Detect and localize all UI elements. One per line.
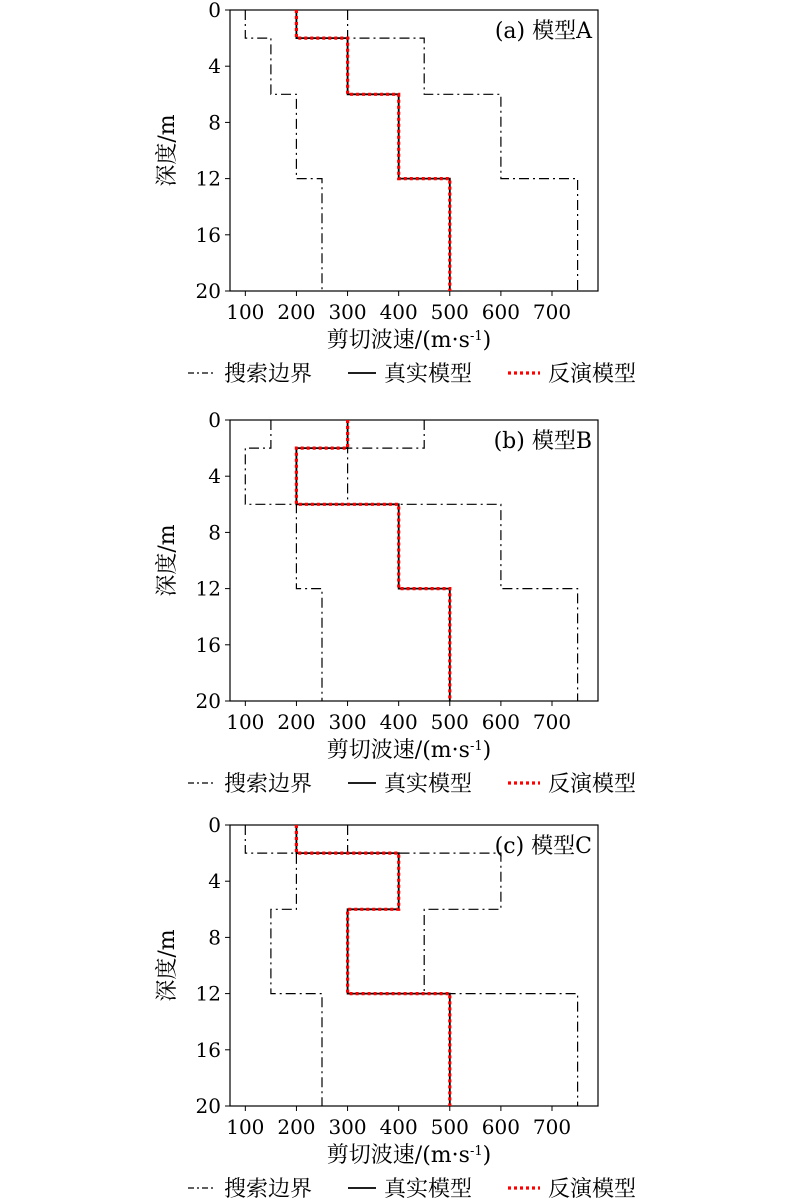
y-tick-label: 20 bbox=[195, 1094, 221, 1118]
x-axis-label-sup: -1 bbox=[469, 738, 483, 754]
x-tick-label: 500 bbox=[430, 1115, 469, 1139]
x-tick-label: 200 bbox=[277, 710, 316, 734]
panel-title: (c) 模型C bbox=[494, 834, 592, 859]
y-axis-label: 深度/m bbox=[155, 114, 180, 187]
x-tick-label: 400 bbox=[379, 1115, 418, 1139]
y-tick-label: 4 bbox=[208, 54, 221, 79]
x-tick-label: 200 bbox=[277, 300, 316, 324]
y-axis-label: 深度/m bbox=[155, 524, 180, 597]
x-tick-label: 300 bbox=[328, 1115, 367, 1139]
plot-frame bbox=[230, 420, 598, 701]
x-tick-label: 100 bbox=[226, 710, 265, 734]
y-tick-label: 20 bbox=[195, 689, 221, 713]
x-tick-label: 700 bbox=[532, 710, 572, 734]
series-line-dotted-3 bbox=[296, 10, 449, 291]
legend-label: 真实模型 bbox=[384, 1177, 473, 1200]
x-axis-label-end: ) bbox=[482, 738, 492, 763]
y-tick-label: 8 bbox=[208, 925, 221, 950]
x-tick-label: 600 bbox=[481, 300, 520, 324]
series-line-dashdot-0 bbox=[245, 420, 322, 701]
y-tick-label: 12 bbox=[195, 576, 221, 601]
y-tick-label: 8 bbox=[208, 110, 221, 135]
x-axis-label-main: 剪切波速/(m·s bbox=[326, 738, 470, 763]
series-line-dashdot-0 bbox=[245, 825, 322, 1106]
x-axis-label bbox=[327, 328, 491, 353]
series-line-dashdot-1 bbox=[348, 420, 578, 701]
x-axis-label-main: 剪切波速/(m·s bbox=[326, 328, 470, 353]
y-tick-label: 4 bbox=[208, 869, 221, 894]
panel-title: (b) 模型B bbox=[493, 429, 592, 454]
series-line-dotted-3 bbox=[296, 420, 449, 701]
x-tick-label: 700 bbox=[532, 1115, 572, 1139]
series-line-dotted-3 bbox=[296, 825, 449, 1106]
x-tick-label: 500 bbox=[430, 710, 469, 734]
y-tick-label: 16 bbox=[195, 632, 221, 657]
legend bbox=[188, 1177, 636, 1200]
y-tick-label: 12 bbox=[195, 166, 221, 191]
x-tick-label: 500 bbox=[430, 300, 469, 324]
y-tick-label: 20 bbox=[195, 279, 221, 303]
y-tick-label: 0 bbox=[208, 408, 221, 432]
legend-label: 反演模型 bbox=[548, 1177, 637, 1200]
y-tick-label: 16 bbox=[195, 1037, 221, 1062]
chart-panel-c bbox=[155, 813, 636, 1200]
legend-label: 反演模型 bbox=[548, 772, 637, 797]
y-tick-label: 16 bbox=[195, 222, 221, 247]
series-line-solid-2 bbox=[296, 825, 449, 1106]
x-axis-label-sup: -1 bbox=[469, 328, 483, 344]
legend-label: 搜索边界 bbox=[224, 772, 313, 797]
chart-panel-b bbox=[155, 408, 636, 797]
x-tick-label: 200 bbox=[277, 1115, 316, 1139]
series-line-dashdot-1 bbox=[348, 10, 578, 291]
x-tick-label: 100 bbox=[226, 300, 265, 324]
plot-frame bbox=[230, 10, 598, 291]
series-line-dashdot-0 bbox=[245, 10, 322, 291]
series-line-dashdot-1 bbox=[348, 825, 578, 1106]
y-tick-label: 12 bbox=[195, 981, 221, 1006]
x-tick-label: 300 bbox=[328, 300, 367, 324]
chart-panel-a bbox=[155, 0, 636, 387]
x-tick-label: 400 bbox=[379, 710, 418, 734]
y-tick-label: 0 bbox=[208, 0, 221, 22]
x-tick-label: 700 bbox=[532, 300, 572, 324]
x-tick-label: 100 bbox=[226, 1115, 265, 1139]
legend-label: 搜索边界 bbox=[224, 362, 313, 387]
legend-label: 真实模型 bbox=[384, 362, 473, 387]
legend-label: 搜索边界 bbox=[224, 1177, 313, 1200]
y-tick-label: 8 bbox=[208, 520, 221, 545]
y-axis-label: 深度/m bbox=[155, 929, 180, 1002]
legend-label: 真实模型 bbox=[384, 772, 473, 797]
x-tick-label: 600 bbox=[481, 1115, 520, 1139]
x-axis-label-end: ) bbox=[482, 1143, 492, 1168]
x-tick-label: 400 bbox=[379, 300, 418, 324]
x-axis-label-end: ) bbox=[482, 328, 492, 353]
y-tick-label: 0 bbox=[208, 813, 221, 837]
y-tick-label: 4 bbox=[208, 464, 221, 489]
legend bbox=[188, 362, 636, 387]
plot-frame bbox=[230, 825, 598, 1106]
x-axis-label-main: 剪切波速/(m·s bbox=[326, 1143, 470, 1168]
legend-label: 反演模型 bbox=[548, 362, 637, 387]
x-tick-label: 600 bbox=[481, 710, 520, 734]
x-axis-label bbox=[327, 1143, 491, 1168]
x-axis-label-sup: -1 bbox=[469, 1143, 483, 1159]
series-line-solid-2 bbox=[296, 10, 449, 291]
series-line-solid-2 bbox=[296, 420, 449, 701]
panel-title: (a) 模型A bbox=[494, 19, 592, 44]
legend bbox=[188, 772, 636, 797]
x-tick-label: 300 bbox=[328, 710, 367, 734]
x-axis-label bbox=[327, 738, 491, 763]
